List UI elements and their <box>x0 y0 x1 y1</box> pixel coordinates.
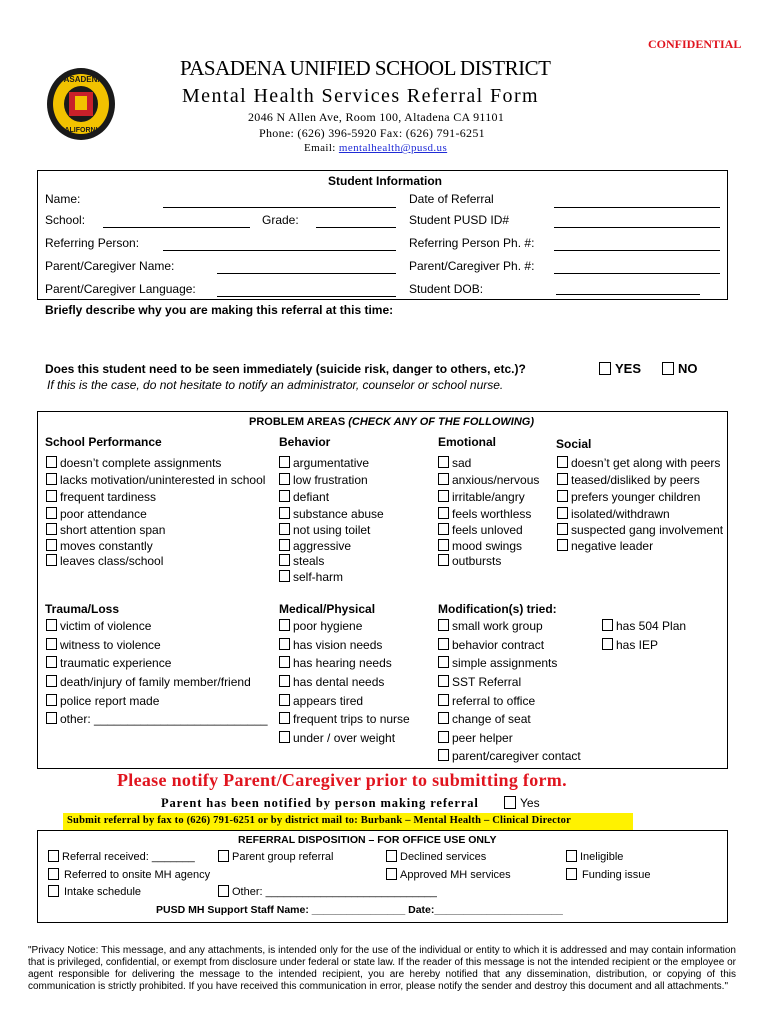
parent-notified-text: Parent has been notified by person making referral <box>161 796 479 810</box>
student-info-heading: Student Information <box>328 174 442 188</box>
checkbox[interactable] <box>566 850 577 862</box>
checkbox[interactable] <box>386 868 397 880</box>
school-field[interactable] <box>103 227 250 228</box>
checkbox[interactable] <box>557 473 568 485</box>
checkbox[interactable] <box>48 850 59 862</box>
immediate-note: If this is the case, do not hesitate to notify an administrator, counselor or school nurse. <box>47 378 504 392</box>
problem-areas-heading: PROBLEM AREAS (CHECK ANY OF THE FOLLOWING) <box>249 416 534 428</box>
email-link[interactable]: mentalhealth@pusd.us <box>338 142 448 154</box>
checkbox[interactable] <box>438 694 449 706</box>
date-of-referral-field[interactable] <box>554 207 720 208</box>
parent-language-field[interactable] <box>217 296 396 297</box>
disp-approved: Approved MH services <box>400 869 511 881</box>
district-name: PASADENA UNIFIED SCHOOL DISTRICT <box>180 56 551 80</box>
list-item: doesn’t get along with peers <box>571 456 721 470</box>
list-item: parent/caregiver contact <box>452 749 581 763</box>
checkbox[interactable] <box>557 523 568 535</box>
parent-phone-field[interactable] <box>554 273 720 274</box>
list-item: suspected gang involvement <box>571 523 724 537</box>
list-item: mood swings <box>452 539 523 553</box>
pusd-id-label: Student PUSD ID# <box>409 213 510 227</box>
list-item: small work group <box>452 619 543 633</box>
svg-text:PASADENA: PASADENA <box>58 75 104 84</box>
checkbox[interactable] <box>279 539 290 551</box>
list-item: has dental needs <box>293 675 385 689</box>
medical-title: Medical/Physical <box>279 602 376 616</box>
checkbox[interactable] <box>557 490 568 502</box>
referring-person-field[interactable] <box>163 250 396 251</box>
checkbox[interactable] <box>438 619 449 631</box>
checkbox[interactable] <box>438 507 449 519</box>
dob-field[interactable] <box>556 294 700 295</box>
list-item: doesn’t complete assignments <box>60 456 222 470</box>
checkbox[interactable] <box>438 638 449 650</box>
checkbox[interactable] <box>557 507 568 519</box>
checkbox[interactable] <box>438 523 449 535</box>
checkbox[interactable] <box>438 749 449 761</box>
list-item: peer helper <box>452 731 513 745</box>
checkbox[interactable] <box>438 731 449 743</box>
checkbox[interactable] <box>279 456 290 468</box>
checkbox[interactable] <box>48 868 59 880</box>
parent-phone-label: Parent/Caregiver Ph. #: <box>409 259 535 273</box>
list-item: poor attendance <box>60 507 147 521</box>
parent-language-label: Parent/Caregiver Language: <box>45 282 196 296</box>
list-item: feels worthless <box>452 507 532 521</box>
checkbox[interactable] <box>438 539 449 551</box>
modifications-title: Modification(s) tried: <box>438 602 557 616</box>
disp-intake: Intake schedule <box>64 886 142 898</box>
date-of-referral-label: Date of Referral <box>409 192 494 206</box>
grade-label: Grade: <box>262 213 299 227</box>
list-item: victim of violence <box>60 619 152 633</box>
notify-banner: Please notify Parent/Caregiver prior to submitting form. <box>117 770 567 790</box>
checkbox[interactable] <box>46 694 57 706</box>
disposition-heading: REFERRAL DISPOSITION – FOR OFFICE USE ONLY <box>238 834 497 846</box>
pusd-id-field[interactable] <box>554 227 720 228</box>
checkbox[interactable] <box>602 638 613 650</box>
checkbox[interactable] <box>46 507 57 519</box>
list-item: simple assignments <box>452 656 558 670</box>
submit-instructions: Submit referral by fax to (626) 791-6251 or by district mail to: Burbank – Mental Health – Clinical Director <box>67 815 571 826</box>
checkbox[interactable] <box>566 868 577 880</box>
checkbox[interactable] <box>602 619 613 631</box>
list-item: witness to violence <box>60 638 161 652</box>
list-item: death/injury of family member/friend <box>60 675 251 689</box>
social-title: Social <box>556 437 592 451</box>
checkbox[interactable] <box>279 523 290 535</box>
student-info-box <box>37 170 728 300</box>
checkbox[interactable] <box>279 473 290 485</box>
list-item: lacks motivation/uninterested in school <box>60 473 266 487</box>
checkbox[interactable] <box>557 539 568 551</box>
checkbox[interactable] <box>46 473 57 485</box>
list-item: SST Referral <box>452 675 522 689</box>
checkbox[interactable] <box>438 456 449 468</box>
phone-line: Phone: (626) 396-5920 Fax: (626) 791-6251 <box>259 126 485 140</box>
list-item: prefers younger children <box>571 490 701 504</box>
trauma-title: Trauma/Loss <box>45 602 120 616</box>
list-item: negative leader <box>571 539 654 553</box>
list-item: has hearing needs <box>293 656 392 670</box>
list-item: referral to office <box>452 694 536 708</box>
list-item: isolated/withdrawn <box>571 507 670 521</box>
list-item: appears tired <box>293 694 364 708</box>
checkbox[interactable] <box>279 675 290 687</box>
checkbox[interactable] <box>438 490 449 502</box>
plan-504-label: has 504 Plan <box>616 619 687 633</box>
grade-field[interactable] <box>316 227 396 228</box>
checkbox[interactable] <box>279 638 290 650</box>
list-item: frequent tardiness <box>60 490 157 504</box>
disp-referral-received: Referral received: _______ <box>62 851 195 863</box>
checkbox[interactable] <box>46 656 57 668</box>
svg-text:CALIFORNIA: CALIFORNIA <box>59 127 103 134</box>
checkbox[interactable] <box>46 539 57 551</box>
disp-declined: Declined services <box>400 851 487 863</box>
disp-funding: Funding issue <box>582 869 651 881</box>
list-item: frequent trips to nurse <box>293 712 410 726</box>
checkbox[interactable] <box>279 619 290 631</box>
list-item: outbursts <box>452 554 502 568</box>
list-item: not using toilet <box>293 523 371 537</box>
checkbox[interactable] <box>48 885 59 897</box>
list-item: has vision needs <box>293 638 383 652</box>
list-item: self-harm <box>293 570 344 584</box>
behavior-title: Behavior <box>279 435 331 449</box>
checkbox[interactable] <box>438 656 449 668</box>
immediate-yes-label: YES <box>615 361 642 376</box>
checkbox[interactable] <box>279 507 290 519</box>
checkbox[interactable] <box>46 490 57 502</box>
list-item: aggressive <box>293 539 352 553</box>
list-item: poor hygiene <box>293 619 363 633</box>
checkbox[interactable] <box>279 731 290 743</box>
checkbox[interactable] <box>46 523 57 535</box>
confidential-label: CONFIDENTIAL <box>648 37 742 51</box>
school-label: School: <box>45 213 86 227</box>
disp-onsite-agency: Referred to onsite MH agency <box>64 869 211 881</box>
describe-area[interactable] <box>45 320 715 358</box>
parent-notified-yes: Yes <box>520 796 540 810</box>
checkbox[interactable] <box>279 712 290 724</box>
immediate-no-label: NO <box>678 361 698 376</box>
parent-name-field[interactable] <box>217 273 396 274</box>
parent-name-label: Parent/Caregiver Name: <box>45 259 175 273</box>
list-item: anxious/nervous <box>452 473 540 487</box>
checkbox[interactable] <box>46 675 57 687</box>
referring-phone-label: Referring Person Ph. #: <box>409 236 535 250</box>
list-item: police report made <box>60 694 160 708</box>
privacy-notice: "Privacy Notice: This message, and any attachments, is intended only for the use of the individual or entity to which it is addressed and may contain information that is privileged, confidential, or exempt from disclosure under federal or state law. If the reader of this message is not the intended recipient or the employee or agent responsible for delivering the message to the intended recipient, you are hereby notified that any dissemination, distribution, or copying of this communication is strictly prohibited. If you have received this communication in error, please notify the sender and destroy this document and all attachments." <box>28 945 736 992</box>
checkbox[interactable] <box>46 638 57 650</box>
form-title: Mental Health Services Referral Form <box>182 85 539 107</box>
checkbox[interactable] <box>279 656 290 668</box>
referring-person-label: Referring Person: <box>45 236 140 250</box>
staff-name-date: PUSD MH Support Staff Name: ________________ Date:______________________ <box>156 904 563 916</box>
immediate-yes-checkbox[interactable] <box>599 362 611 375</box>
checkbox[interactable] <box>218 885 229 897</box>
parent-notified-checkbox[interactable] <box>504 796 516 809</box>
email-line <box>304 142 447 154</box>
checkbox[interactable] <box>557 456 568 468</box>
name-field[interactable] <box>163 207 396 208</box>
list-item: feels unloved <box>452 523 523 537</box>
disp-ineligible: Ineligible <box>580 851 624 863</box>
list-item: low frustration <box>293 473 368 487</box>
list-item: teased/disliked by peers <box>571 473 700 487</box>
list-item: short attention span <box>60 523 166 537</box>
checkbox[interactable] <box>46 554 57 566</box>
checkbox[interactable] <box>438 554 449 566</box>
list-item: defiant <box>293 490 330 504</box>
checkbox[interactable] <box>46 619 57 631</box>
describe-prompt: Briefly describe why you are making this referral at this time: <box>45 303 394 317</box>
checkbox[interactable] <box>279 490 290 502</box>
name-label: Name: <box>45 192 81 206</box>
checkbox[interactable] <box>279 554 290 566</box>
checkbox[interactable] <box>46 712 57 724</box>
disp-parent-group: Parent group referral <box>232 851 334 863</box>
list-item: substance abuse <box>293 507 384 521</box>
checkbox[interactable] <box>279 570 290 582</box>
checkbox[interactable] <box>438 712 449 724</box>
list-item: other: __________________________ <box>60 712 268 726</box>
list-item: sad <box>452 456 472 470</box>
plan-iep-label: has IEP <box>616 638 659 652</box>
referring-phone-field[interactable] <box>554 250 720 251</box>
list-item: behavior contract <box>452 638 545 652</box>
list-item: moves constantly <box>60 539 153 553</box>
list-item: irritable/angry <box>452 490 525 504</box>
immediate-question: Does this student need to be seen immediately (suicide risk, danger to others, etc.)? <box>45 362 526 376</box>
district-seal-logo <box>45 66 117 142</box>
immediate-no-checkbox[interactable] <box>662 362 674 375</box>
checkbox[interactable] <box>218 850 229 862</box>
address-line: 2046 N Allen Ave, Room 100, Altadena CA 91101 <box>248 110 505 124</box>
school-performance-title: School Performance <box>45 435 162 449</box>
disp-other: Other: ____________________________ <box>232 886 437 898</box>
list-item: leaves class/school <box>60 554 164 568</box>
checkbox[interactable] <box>386 850 397 862</box>
list-item: change of seat <box>452 712 531 726</box>
list-item: traumatic experience <box>60 656 172 670</box>
checkbox[interactable] <box>438 473 449 485</box>
list-item: argumentative <box>293 456 370 470</box>
email-label: Email: <box>304 142 339 154</box>
checkbox[interactable] <box>46 456 57 468</box>
checkbox[interactable] <box>438 675 449 687</box>
checkbox[interactable] <box>279 694 290 706</box>
emotional-title: Emotional <box>438 435 497 449</box>
list-item: under / over weight <box>293 731 396 745</box>
dob-label: Student DOB: <box>409 282 484 296</box>
list-item: steals <box>293 554 325 568</box>
